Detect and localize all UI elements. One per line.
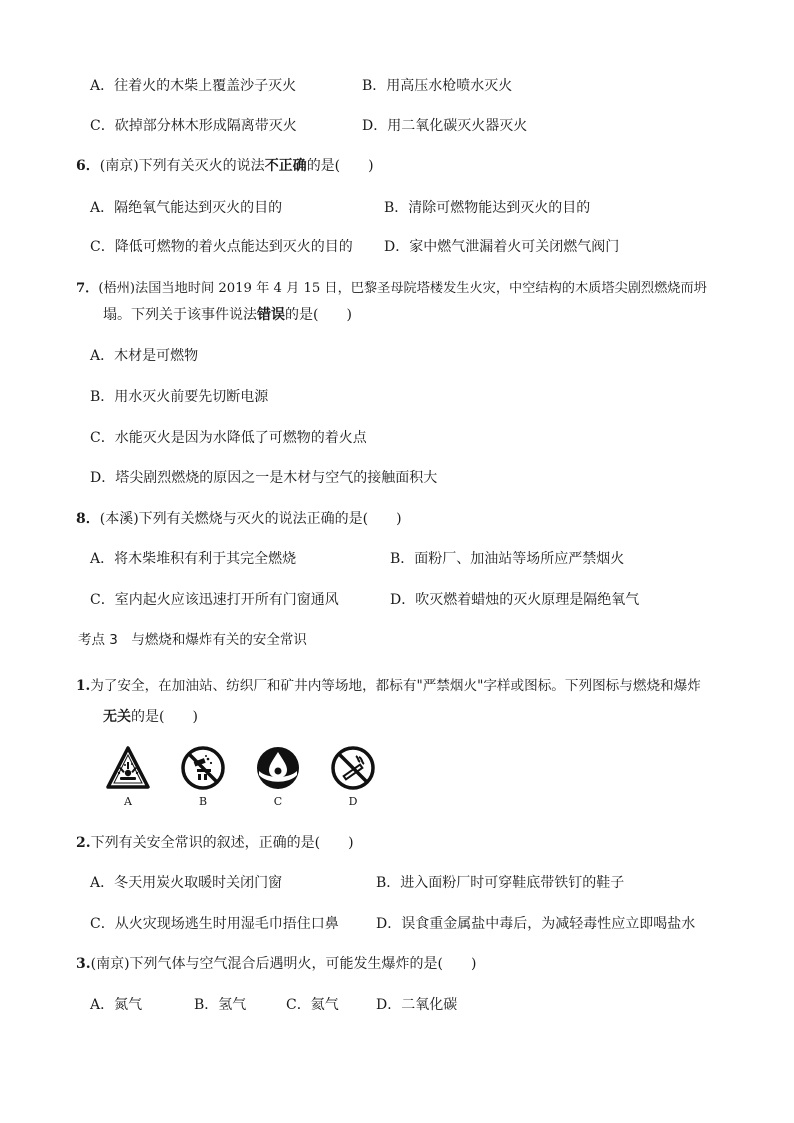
icon-option-d (328, 745, 378, 808)
s2-option-d: D．误食重金属盐中毒后，为减轻毒性应立即喝盐水 (376, 916, 696, 932)
section-heading: 考点 3 与燃烧和爆炸有关的安全常识 (78, 632, 307, 648)
section-question-1 (76, 676, 701, 696)
question-number: 8． (76, 511, 100, 527)
question-text: (南京)下列气体与空气混合后遇明火，可能发生爆炸的是( ) (90, 956, 477, 972)
q7-option-d: D．塔尖剧烈燃烧的原因之一是木材与空气的接触面积大 (90, 470, 438, 486)
q5-option-a: A．往着火的木柴上覆盖沙子灭火 (90, 78, 297, 94)
q8-option-b: B．面粉厂、加油站等场所应严禁烟火 (390, 551, 625, 567)
q8-option-c: C．室内起火应该迅速打开所有门窗通风 (90, 592, 339, 608)
icon-option-c (253, 745, 303, 808)
q5-option-d: D．用二氧化碳灭火器灭火 (362, 118, 528, 134)
question-7-line2 (103, 305, 352, 325)
q6-option-a: A．隔绝氧气能达到灭火的目的 (90, 200, 283, 216)
q6-option-b: B．清除可燃物能达到灭火的目的 (384, 200, 591, 216)
q8-option-a: A．将木柴堆积有利于其完全燃烧 (90, 551, 297, 567)
icon-option-b (178, 745, 228, 808)
question-6 (76, 156, 374, 176)
q6-option-c: C．降低可燃物的着火点能达到灭火的目的 (90, 239, 353, 255)
emphasis-text: 不正确 (264, 158, 307, 174)
safety-icons-row (100, 745, 400, 817)
question-number: 6． (76, 158, 100, 174)
s3-option-c: C．氦气 (286, 997, 339, 1013)
question-text: (梧州)法国当地时间 2019 年 4 月 15 日，巴黎圣母院塔楼发生火灾，中空结构的木质塔尖剧烈燃烧而坍 (98, 281, 707, 296)
icon-option-a (103, 745, 153, 808)
section-question-2 (76, 833, 354, 853)
no-fireworks-icon (180, 745, 226, 791)
emphasis-text: 无关 (103, 709, 131, 725)
question-text: (本溪)下列有关燃烧与灭火的说法正确的是( ) (99, 511, 402, 527)
no-smoking-icon (330, 745, 376, 791)
question-text: 的是( ) (285, 307, 352, 323)
question-text: 为了安全，在加油站、纺织厂和矿井内等场地，都标有"严禁烟火"字样或图标。下列图标与燃烧和爆炸 (90, 678, 701, 694)
q7-option-b: B．用水灭火前要先切断电源 (90, 389, 269, 405)
explosive-warning-icon (105, 745, 151, 791)
section-question-3 (76, 954, 476, 974)
question-text: 的是( ) (306, 158, 374, 174)
s3-option-d: D．二氧化碳 (376, 997, 458, 1013)
q6-option-d: D．家中燃气泄漏着火可关闭燃气阀门 (384, 239, 620, 255)
question-text: (南京)下列有关灭火的说法 (99, 158, 265, 174)
s2-option-a: A．冬天用炭火取暖时关闭门窗 (90, 875, 283, 891)
icon-label-b: B (198, 795, 208, 808)
q8-option-d: D．吹灭燃着蜡烛的灭火原理是隔绝氧气 (390, 592, 640, 608)
question-text: 塌。下列关于该事件说法 (103, 307, 257, 323)
q5-option-c: C．砍掉部分林木形成隔离带灭火 (90, 118, 297, 134)
s3-option-b: B．氢气 (194, 997, 247, 1013)
icon-label-a: A (124, 795, 132, 808)
q5-option-b: B．用高压水枪喷水灭火 (362, 78, 513, 94)
question-number: 2. (76, 835, 91, 851)
question-7 (76, 279, 707, 299)
question-number: 1. (76, 678, 91, 694)
emphasis-text: 错误 (257, 307, 285, 323)
question-text: 下列有关安全常识的叙述，正确的是( ) (90, 835, 354, 851)
q7-option-c: C．水能灭火是因为水降低了可燃物的着火点 (90, 430, 367, 446)
question-8 (76, 509, 402, 529)
s2-option-c: C．从火灾现场逃生时用湿毛巾捂住口鼻 (90, 916, 339, 932)
water-saving-icon (255, 745, 301, 791)
question-text: 的是( ) (131, 709, 198, 725)
section-question-1-line2 (103, 707, 198, 727)
s2-option-b: B．进入面粉厂时可穿鞋底带铁钉的鞋子 (376, 875, 625, 891)
question-number: 3. (76, 956, 91, 972)
s3-option-a: A．氮气 (90, 997, 143, 1013)
q7-option-a: A．木材是可燃物 (90, 348, 199, 364)
question-number: 7． (76, 281, 99, 296)
icon-label-d: D (348, 795, 358, 808)
icon-label-c: C (273, 795, 283, 808)
